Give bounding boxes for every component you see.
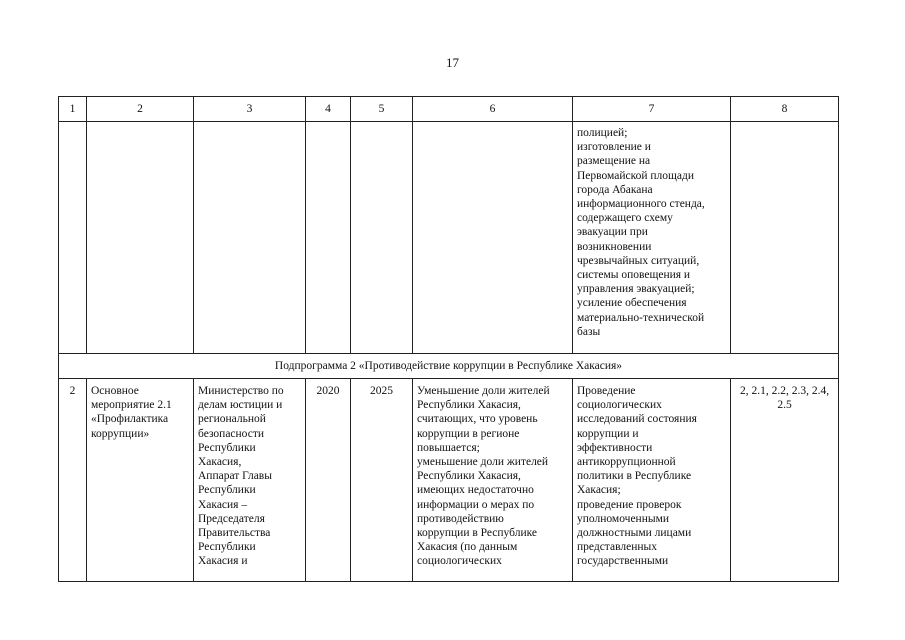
subprogram-title: Подпрограмма 2 «Противодействие коррупции в Республике Хакасия» bbox=[59, 354, 839, 379]
expected-result-cell: Уменьшение доли жителей Республики Хакасия, считающих, что уровень коррупции в регионе повышается; уменьшение доли жителей Республики Хакасия, имеющих недостаточно информации о мерах по противодействию коррупции в Республике Хакасия (по данным социологических bbox=[413, 379, 573, 582]
end-year-cell: 2025 bbox=[351, 379, 413, 582]
column-header-5: 5 bbox=[351, 97, 413, 122]
row-number-cell: 2 bbox=[59, 379, 87, 582]
actions-cell: Проведение социологических исследований состояния коррупции и эффективности антикоррупционной политики в Республике Хакасия; проведение проверок уполномоченными должностными лицами представленных государственными bbox=[573, 379, 731, 582]
table-row bbox=[59, 379, 839, 582]
column-header-7: 7 bbox=[573, 97, 731, 122]
page-number: 17 bbox=[446, 55, 459, 70]
cell-empty-3 bbox=[194, 122, 306, 354]
column-header-8: 8 bbox=[731, 97, 839, 122]
cell-empty-2 bbox=[87, 122, 194, 354]
start-year-cell: 2020 bbox=[306, 379, 351, 582]
column-header-1: 1 bbox=[59, 97, 87, 122]
table-header-row bbox=[59, 97, 839, 122]
indicators-cell: 2, 2.1, 2.2, 2.3, 2.4, 2.5 bbox=[731, 379, 839, 582]
column-header-3: 3 bbox=[194, 97, 306, 122]
continued-actions-cell: полицией; изготовление и размещение на Первомайской площади города Абакана информационного стенда, содержащего схему эвакуации при возникновении чрезвычайных ситуаций, системы оповещения и управления эвакуацией; усиление обеспечения материально-технической базы bbox=[573, 122, 731, 354]
cell-empty-8 bbox=[731, 122, 839, 354]
table-row-continued bbox=[59, 122, 839, 354]
executor-cell: Министерство по делам юстиции и региональной безопасности Республики Хакасия, Аппарат Главы Республики Хакасия – Председателя Правительства Республики Хакасия и bbox=[194, 379, 306, 582]
cell-empty-6 bbox=[413, 122, 573, 354]
subprogram-row bbox=[59, 354, 839, 379]
program-table bbox=[58, 96, 839, 582]
cell-empty-4 bbox=[306, 122, 351, 354]
cell-empty-1 bbox=[59, 122, 87, 354]
column-header-6: 6 bbox=[413, 97, 573, 122]
cell-empty-5 bbox=[351, 122, 413, 354]
column-header-4: 4 bbox=[306, 97, 351, 122]
column-header-2: 2 bbox=[87, 97, 194, 122]
measure-cell: Основное мероприятие 2.1 «Профилактика коррупции» bbox=[87, 379, 194, 582]
